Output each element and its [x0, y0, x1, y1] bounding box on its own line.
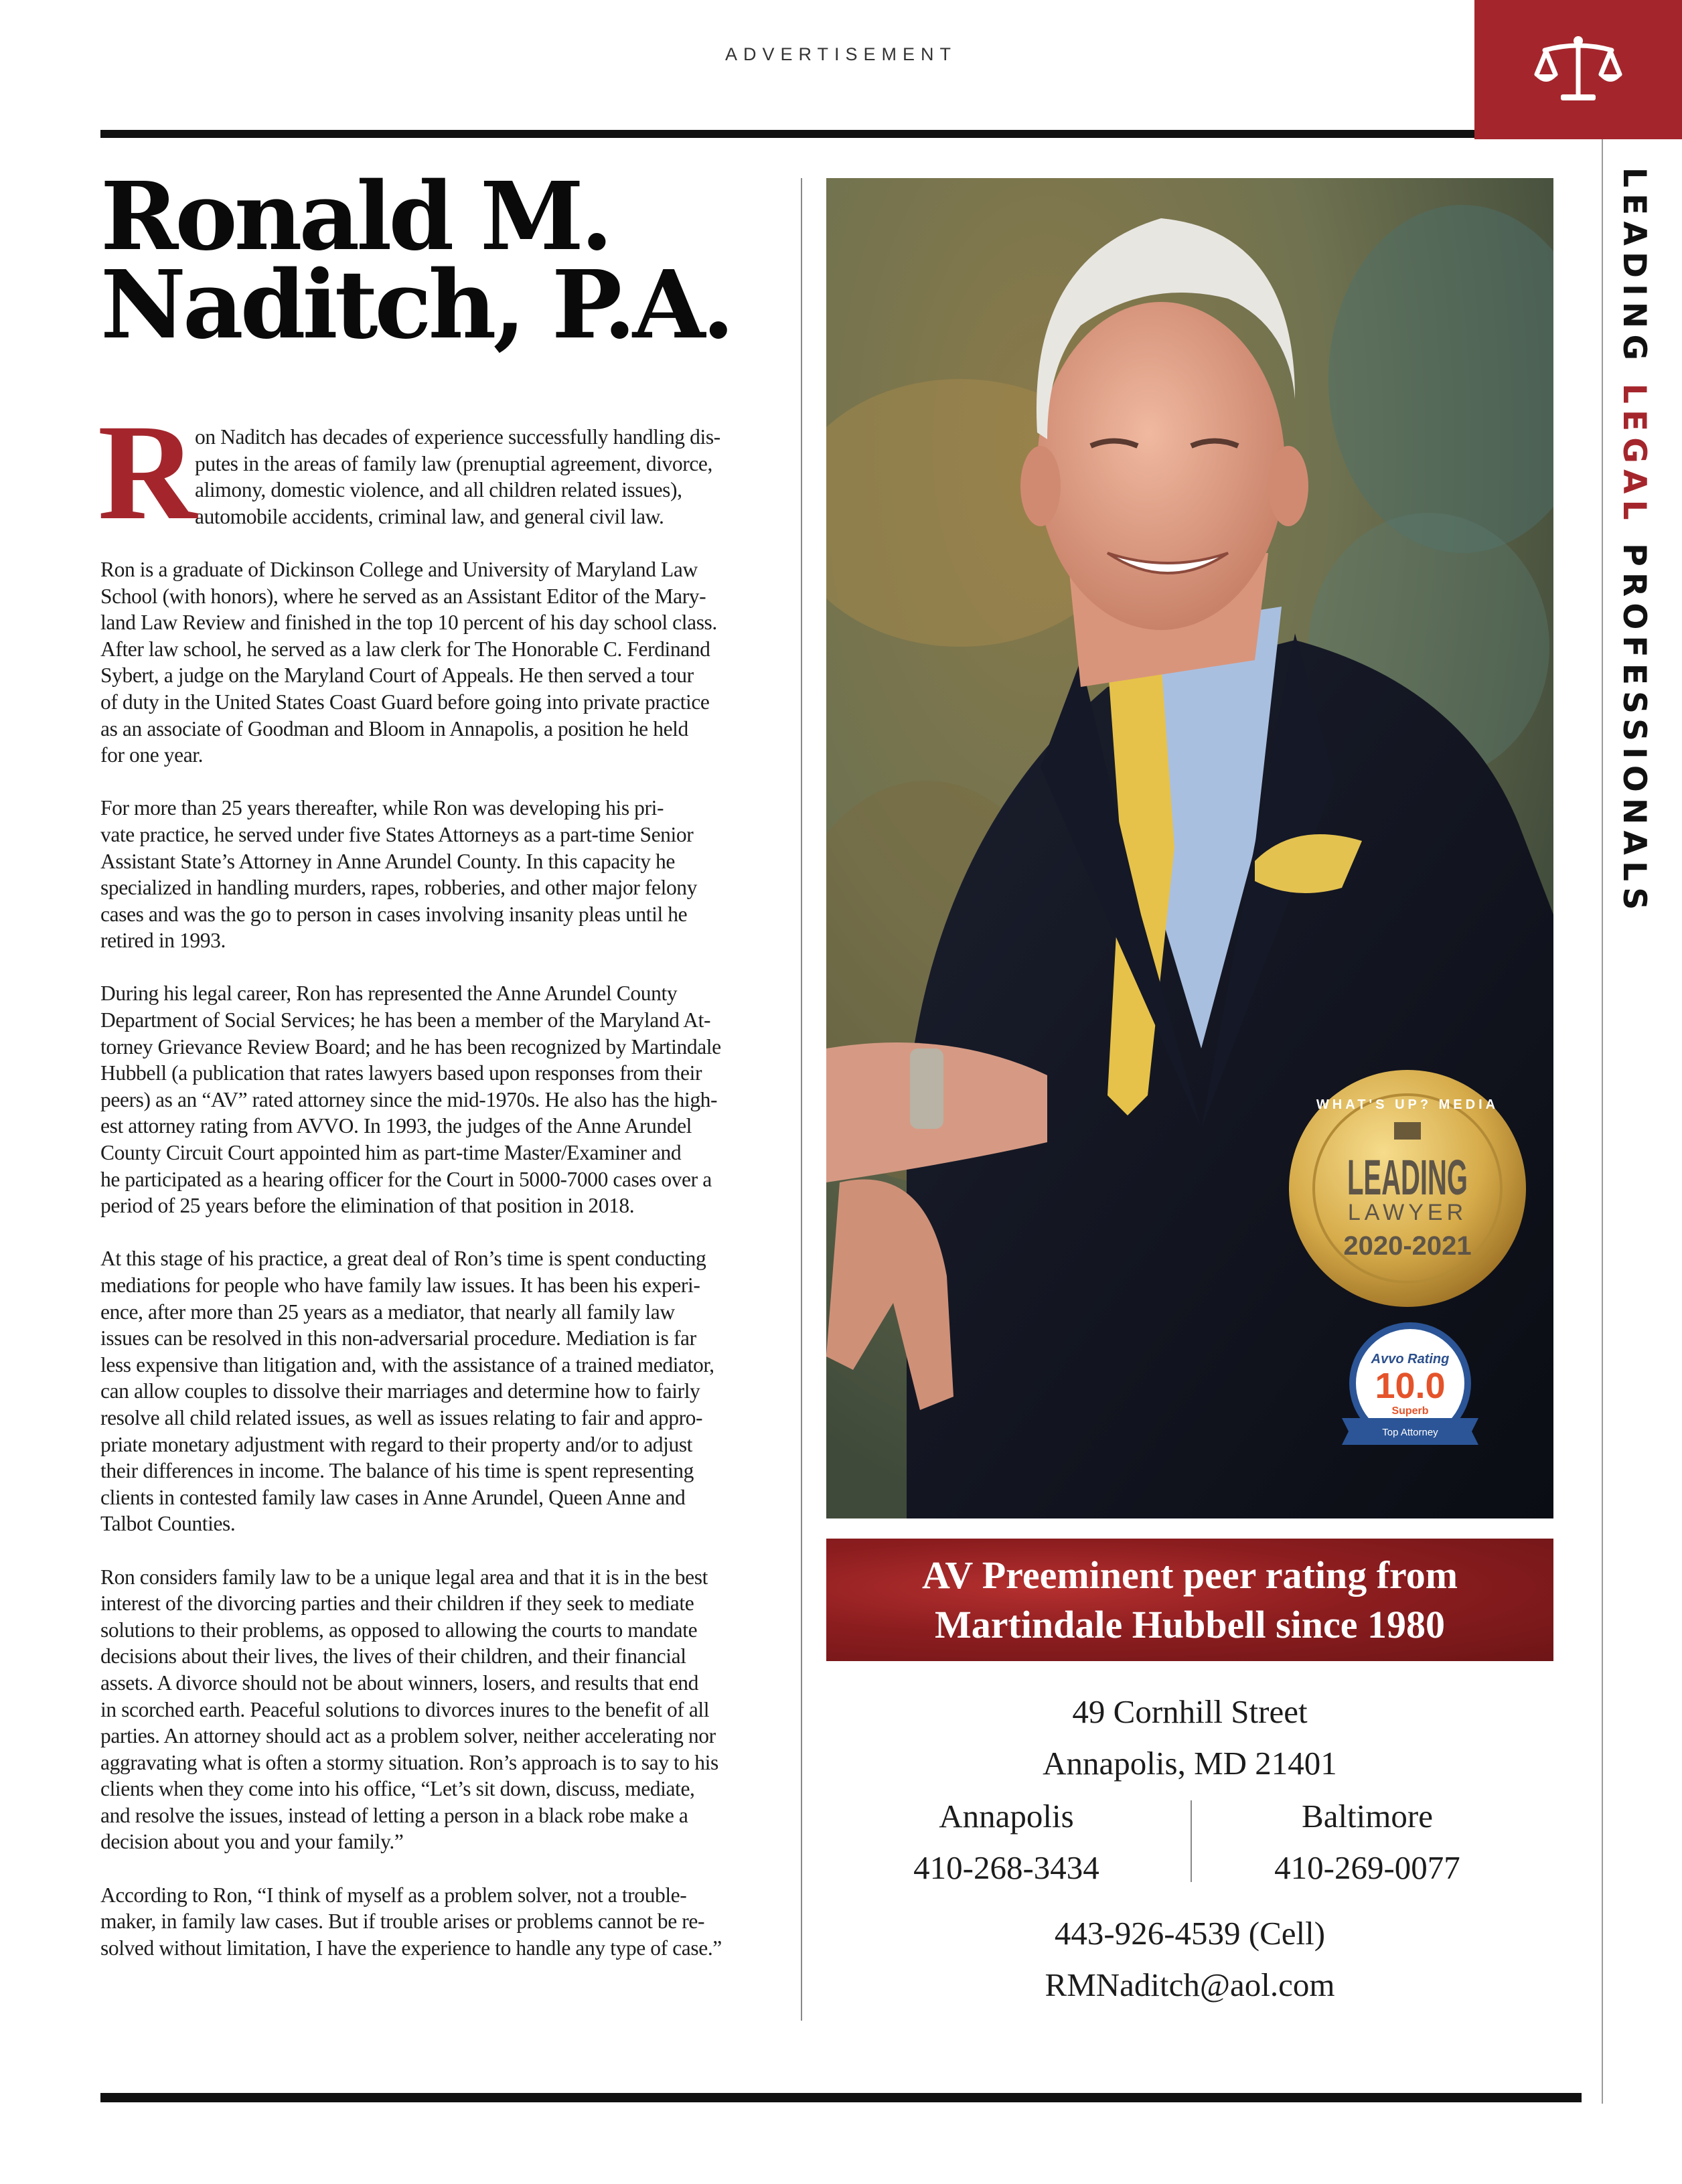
email-link[interactable]: RMNaditch@aol.com: [1045, 1966, 1335, 2003]
paragraph-line: During his legal career, Ron has represented the Anne Arundel County: [100, 982, 678, 1006]
section-title-part: PROFESSIONALS: [1616, 526, 1653, 917]
paragraph-line: County Circuit Court appointed him as part-time Master/Examiner and: [100, 1141, 682, 1165]
avvo-title: Avvo Rating: [1371, 1352, 1450, 1367]
paragraph-line: vate practice, he served under five States Attorneys as a part-time Senior: [100, 822, 694, 846]
paragraph-line: ence, after more than 25 years as a mediator, that nearly all family law: [100, 1300, 675, 1324]
paragraph-line: in scorched earth. Peaceful solutions to divorces inures to the benefit of all: [100, 1697, 710, 1721]
paragraph-line: land Law Review and finished in the top 10 percent of his day school class.: [100, 611, 717, 635]
office-phone-annapolis[interactable]: 410-268-3434: [913, 1849, 1099, 1886]
section-title-accent: LEGAL: [1616, 383, 1653, 526]
paragraph-line: he participated as a hearing officer for the Court in 5000-7000 cases over a: [100, 1167, 712, 1191]
address-street: 49 Cornhill Street: [1072, 1693, 1308, 1730]
paragraph-line: decision about you and your family.”: [100, 1830, 404, 1854]
badge-line2: LAWYER: [1347, 1200, 1468, 1225]
paragraph-line: Ron considers family law to be a unique legal area and that it is in the best: [100, 1565, 708, 1589]
bottom-rule: [100, 2093, 1582, 2102]
paragraph-line: can allow couples to dissolve their marriages and determine how to fairly: [100, 1379, 700, 1403]
paragraph-line: Sybert, a judge on the Maryland Court of Appeals. He then served a tour: [100, 664, 694, 688]
article-paragraph: [100, 980, 777, 1219]
paragraph-line: less expensive than litigation and, with the assistance of a trained mediator,: [100, 1352, 714, 1377]
badge-line1: LEADING: [1347, 1150, 1468, 1205]
avvo-score: 10.0: [1375, 1366, 1446, 1406]
article-paragraph: [100, 1882, 777, 1962]
title-line: Naditch, P.A.: [100, 250, 732, 360]
cell-phone[interactable]: 443-926-4539 (Cell): [1054, 1915, 1326, 1952]
paragraph-line: Department of Social Services; he has been a member of the Maryland At-: [100, 1008, 711, 1032]
paragraph-line: peers) as an “AV” rated attorney since the mid-1970s. He also has the high-: [100, 1087, 718, 1111]
paragraph-line: According to Ron, “I think of myself as a problem solver, not a trouble-: [100, 1883, 687, 1907]
paragraph-line: automobile accidents, criminal law, and general civil law.: [195, 504, 664, 528]
avvo-grade: Superb: [1391, 1405, 1429, 1417]
section-title-part: LEADING: [1616, 167, 1653, 384]
paragraph-line: After law school, he served as a law clerk for The Honorable C. Ferdinand: [100, 637, 710, 661]
article-paragraph: [100, 556, 777, 769]
drop-cap: R: [98, 396, 194, 548]
office-name-annapolis: Annapolis: [939, 1798, 1074, 1835]
paragraph-line: cases and was the go to person in cases involving insanity pleas until he: [100, 902, 688, 926]
office-name-baltimore: Baltimore: [1302, 1798, 1433, 1835]
paragraph-line: for one year.: [100, 743, 204, 767]
paragraph-line: School (with honors), where he served as an Assistant Editor of the Mary-: [100, 584, 706, 608]
column-divider: [801, 178, 802, 2021]
paragraph-line: clients when they come into his office, “Let’s sit down, discuss, mediate,: [100, 1777, 695, 1801]
paragraph-line: Talbot Counties.: [100, 1512, 236, 1536]
paragraph-line: aggravating what is often a stormy situation. Ron’s approach is to say to his: [100, 1750, 718, 1774]
scales-of-justice-icon: [1531, 33, 1625, 106]
advertisement-label: ADVERTISEMENT: [724, 44, 958, 64]
portrait-image: [826, 178, 1553, 1518]
paragraph-line: maker, in family law cases. But if trouble arises or problems cannot be re-: [100, 1909, 705, 1934]
article-paragraph: [100, 1245, 777, 1537]
title-line: Ronald M.: [100, 162, 610, 272]
paragraph-line: Hubbell (a publication that rates lawyers based upon responses from their: [100, 1061, 702, 1085]
attorney-portrait: [826, 178, 1553, 1518]
paragraph-line: retired in 1993.: [100, 929, 226, 953]
paragraph-line: issues can be resolved in this non-adversarial procedure. Mediation is far: [100, 1326, 696, 1350]
paragraph-line: their differences in income. The balance of his time is spent representing: [100, 1459, 694, 1483]
paragraph-line: Ron is a graduate of Dickinson College and University of Maryland Law: [100, 557, 698, 581]
paragraph-line: as an associate of Goodman and Bloom in Annapolis, a position he held: [100, 716, 688, 740]
address-city: Annapolis, MD 21401: [1043, 1745, 1337, 1782]
paragraph-line: parties. An attorney should act as a problem solver, neither accelerating nor: [100, 1724, 716, 1748]
paragraph-line: torney Grievance Review Board; and he has been recognized by Martindale: [100, 1034, 721, 1059]
paragraph-line: priate monetary adjustment with regard to their property and/or to adjust: [100, 1432, 693, 1456]
paragraph-line: At this stage of his practice, a great deal of Ron’s time is spent conducting: [100, 1247, 706, 1271]
leading-lawyer-badge: [1289, 1070, 1526, 1307]
section-title-vertical: [1615, 167, 1655, 924]
paragraph-line: on Naditch has decades of experience successfully handling dis-: [195, 425, 720, 449]
paragraph-line: solved without limitation, I have the experience to handle any type of case.”: [100, 1936, 722, 1960]
avvo-ribbon: Top Attorney: [1382, 1427, 1438, 1438]
article-body: [98, 396, 777, 1988]
badge-arc-text: WHAT'S UP? MEDIA: [1316, 1097, 1499, 1112]
courthouse-icon: [1394, 1122, 1421, 1140]
article-paragraph: [98, 396, 777, 548]
paragraph-line: assets. A divorce should not be about winners, losers, and results that end: [100, 1670, 698, 1695]
paragraph-line: of duty in the United States Coast Guard before going into private practice: [100, 690, 710, 714]
banner-line: Martindale Hubbell since 1980: [934, 1602, 1446, 1646]
paragraph-line: est attorney rating from AVVO. In 1993, the judges of the Anne Arundel: [100, 1114, 692, 1138]
article-paragraph: [100, 795, 777, 954]
paragraph-line: clients in contested family law cases in Anne Arundel, Queen Anne and: [100, 1485, 686, 1509]
badge-years: 2020-2021: [1343, 1231, 1472, 1261]
paragraph-line: Assistant State’s Attorney in Anne Arundel County. In this capacity he: [100, 849, 675, 873]
paragraph-line: For more than 25 years thereafter, while Ron was developing his pri-: [100, 796, 664, 820]
page-title: [100, 162, 732, 360]
paragraph-line: decisions about their lives, the lives of their children, and their financial: [100, 1644, 686, 1668]
article-paragraph: [100, 1564, 777, 1856]
paragraph-line: and resolve the issues, instead of letting a person in a black robe make a: [100, 1803, 688, 1827]
banner-line: AV Preeminent peer rating from: [921, 1553, 1458, 1597]
section-badge: [1474, 0, 1682, 139]
paragraph-line: alimony, domestic violence, and all children related issues),: [195, 478, 682, 502]
av-rating-banner: [826, 1539, 1553, 1661]
paragraph-line: putes in the areas of family law (prenuptial agreement, divorce,: [195, 451, 712, 475]
paragraph-line: mediations for people who have family law issues. It has been his experi-: [100, 1273, 700, 1297]
office-phone-baltimore[interactable]: 410-269-0077: [1274, 1849, 1460, 1886]
paragraph-line: specialized in handling murders, rapes, robberies, and other major felony: [100, 876, 697, 900]
paragraph-line: interest of the divorcing parties and their children if they seek to mediate: [100, 1591, 694, 1616]
paragraph-line: period of 25 years before the elimination of that position in 2018.: [100, 1194, 635, 1218]
top-rule: [100, 130, 1474, 138]
paragraph-line: solutions to their problems, as opposed to allowing the courts to mandate: [100, 1618, 698, 1642]
office-divider: [1191, 1800, 1192, 1882]
side-divider: [1602, 139, 1603, 2104]
paragraph-line: resolve all child related issues, as well as issues relating to fair and appro-: [100, 1405, 703, 1429]
